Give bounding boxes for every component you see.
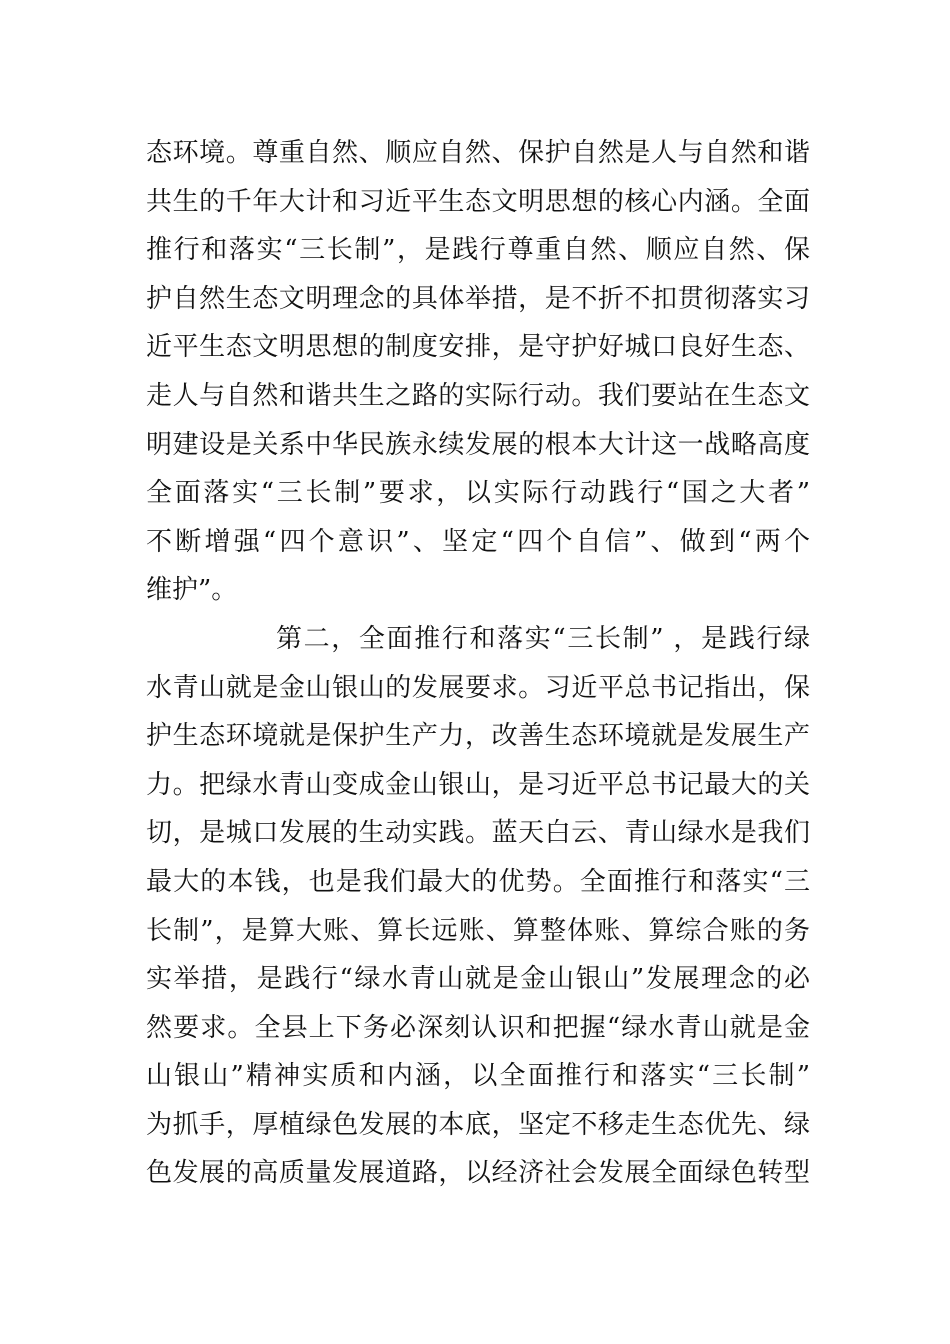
text-line: 切，是城口发展的生动实践。蓝天白云、青山绿水是我们 (146, 818, 810, 849)
text-line: 不断增强“四个意识”、坚定“四个自信”、做到“两个 (146, 526, 810, 557)
text-line: 共生的千年大计和习近平生态文明思想的核心内涵。全面 (146, 186, 810, 217)
text-line: 推行和落实“三长制”，是践行尊重自然、顺应自然、保 (146, 235, 810, 266)
text-line: 护自然生态文明理念的具体举措，是不折不扣贯彻落实习 (146, 283, 810, 314)
text-line: 然要求。全县上下务必深刻认识和把握“绿水青山就是金 (146, 1012, 810, 1043)
text-line: 长制”，是算大账、算长远账、算整体账、算综合账的务 (146, 915, 810, 946)
text-line: 力。把绿水青山变成金山银山，是习近平总书记最大的关 (146, 769, 810, 800)
text-line: 全面落实“三长制”要求，以实际行动践行“国之大者” (146, 478, 810, 509)
paragraph-end-line: 维护”。 (146, 575, 238, 606)
paragraph-start-line: 第二，全面推行和落实“三长制” ，是践行绿 (276, 623, 810, 654)
text-line: 护生态环境就是保护生产力，改善生态环境就是发展生产 (146, 721, 810, 752)
text-line: 色发展的高质量发展道路，以经济社会发展全面绿色转型 (146, 1158, 810, 1189)
text-line: 为抓手，厚植绿色发展的本底，坚定不移走生态优先、绿 (146, 1109, 810, 1140)
body-text (146, 129, 810, 1198)
text-line: 最大的本钱，也是我们最大的优势。全面推行和落实“三 (146, 866, 810, 897)
text-line: 近平生态文明思想的制度安排，是守护好城口良好生态、 (146, 332, 810, 363)
text-line: 水青山就是金山银山的发展要求。习近平总书记指出，保 (146, 672, 810, 703)
text-line: 山银山”精神实质和内涵，以全面推行和落实“三长制” (146, 1061, 810, 1092)
text-line: 明建设是关系中华民族永续发展的根本大计这一战略高度 (146, 429, 810, 460)
text-line: 态环境。尊重自然、顺应自然、保护自然是人与自然和谐 (146, 138, 810, 168)
text-line: 实举措，是践行“绿水青山就是金山银山”发展理念的必 (146, 964, 810, 995)
text-line: 走人与自然和谐共生之路的实际行动。我们要站在生态文 (146, 380, 810, 411)
